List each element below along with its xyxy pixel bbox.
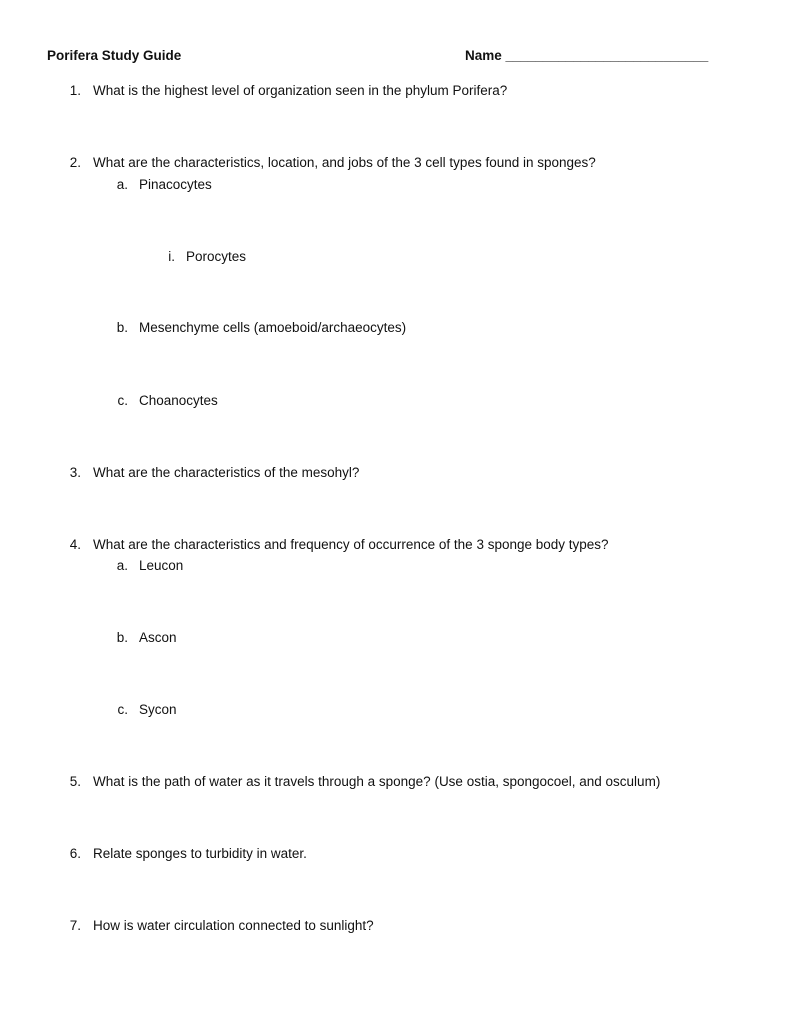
question-4c-text: Sycon	[139, 702, 177, 717]
question-2b-text: Mesenchyme cells (amoeboid/archaeocytes)	[139, 320, 407, 335]
question-2c-text: Choanocytes	[139, 393, 218, 408]
question-7-text: How is water circulation connected to sunlight?	[93, 918, 374, 933]
question-6-number: 6.	[69, 846, 81, 861]
question-1-number: 1.	[69, 83, 81, 98]
question-4a-text: Leucon	[139, 558, 184, 573]
question-1-text: What is the highest level of organization seen in the phylum Porifera?	[93, 83, 508, 98]
question-2a-marker: a.	[116, 177, 128, 192]
name-field-label: Name ___________________________	[465, 48, 709, 63]
question-2-text: What are the characteristics, location, and jobs of the 3 cell types found in sponges?	[93, 155, 596, 170]
question-5-text: What is the path of water as it travels through a sponge? (Use ostia, spongocoel, and osculum)	[93, 774, 661, 789]
question-4b-marker: b.	[116, 630, 128, 645]
question-3-text: What are the characteristics of the mesohyl?	[93, 465, 360, 480]
question-7-number: 7.	[69, 918, 81, 933]
page-title: Porifera Study Guide	[47, 48, 182, 63]
question-2ai-marker: i.	[168, 249, 175, 264]
question-4-text: What are the characteristics and frequency of occurrence of the 3 sponge body types?	[93, 537, 609, 552]
question-2-number: 2.	[69, 155, 81, 170]
question-4b-text: Ascon	[139, 630, 177, 645]
question-5-number: 5.	[69, 774, 81, 789]
question-2ai-text: Porocytes	[186, 249, 247, 264]
question-6-text: Relate sponges to turbidity in water.	[93, 846, 307, 861]
question-4c-marker: c.	[117, 702, 128, 717]
question-4-number: 4.	[69, 537, 81, 552]
question-2c-marker: c.	[117, 393, 128, 408]
question-4a-marker: a.	[116, 558, 128, 573]
question-2a-text: Pinacocytes	[139, 177, 212, 192]
question-2b-marker: b.	[116, 320, 128, 335]
question-3-number: 3.	[69, 465, 81, 480]
